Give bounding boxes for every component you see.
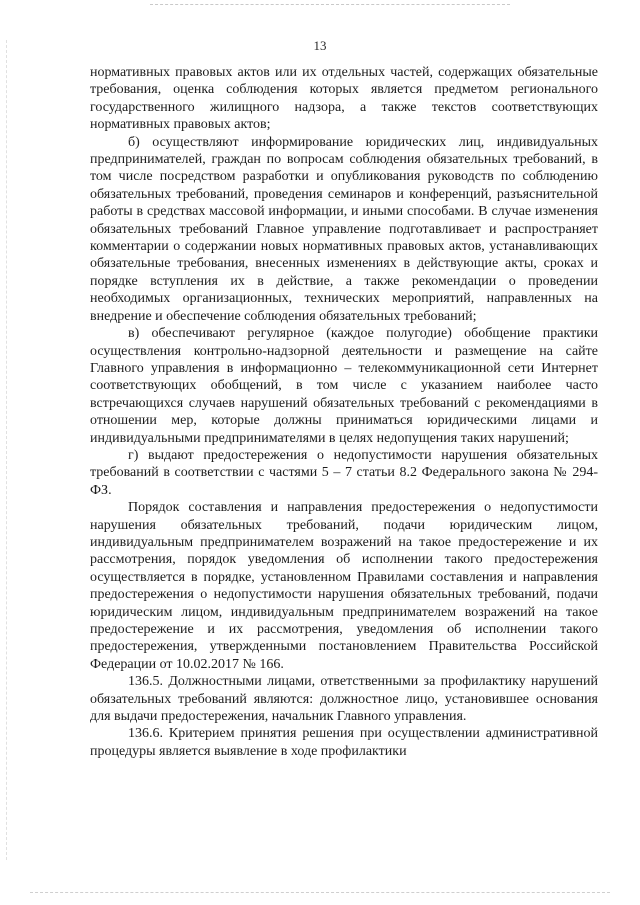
paragraph-136-6: 136.6. Критерием принятия решения при осуществлении административной процедуры является выявление в ходе профилактики [90,726,598,759]
scan-artifact-bottom [30,892,610,894]
paragraph-136-5: 136.5. Должностными лицами, ответственными за профилактику нарушений обязательных требований являются: должностное лицо, установившее основания для выдачи предостережения, начальник Главного управления. [90,674,598,725]
page-number: 13 [313,38,327,53]
paragraph-item-b: б) осуществляют информирование юридических лиц, индивидуальных предпринимателей, граждан по вопросам соблюдения обязательных требований, в том числе посредством разработки и опубликования руководств по соблюдению обязательных требований, проведения семинаров и конференций, разъяснительной работы в средствах массовой информации, и иными способами. В случае изменения обязательных требований Главное управление подготавливает и распространяет комментарии о содержании новых нормативных правовых актов, устанавливающих обязательные требования, внесенных изменениях в действующие акты, сроках и порядке вступления их в действие, а также рекомендации о проведении необходимых организационных, технических мероприятий, направленных на внедрение и обеспечение соблюдения обязательных требований; [90,134,598,324]
scan-artifact-left [6,40,8,860]
paragraph-item-v: в) обеспечивают регулярное (каждое полугодие) обобщение практики осуществления контрольно-надзорной деятельности и размещение на сайте Главного управления в информационно – телекоммуникационной сети Интернет соответствующих обобщений, в том числе с указанием наиболее часто встречающихся случаев нарушений обязательных требований с рекомендациями в отношении мер, которые должны приниматься юридическими лицами и индивидуальными предпринимателями в целях недопущения таких нарушений; [90,326,598,446]
document-body [90,64,598,760]
paragraph-procedure: Порядок составления и направления предостережения о недопустимости нарушения обязательных требований, подачи юридическим лицом, индивидуальным предпринимателем возражений на такое предостережение и их рассмотрения, порядок уведомления об исполнении такого предостережения осуществляется в порядке, установленном Правилами составления и направления предостережения о недопустимости нарушения обязательных требований, подачи юридическим лицом, индивидуальным предпринимателем возражений на такое предостережение и их рассмотрения, уведомления об исполнении такого предостережения, утвержденными постановлением Правительства Российской Федерации от 10.02.2017 № 166. [90,500,598,672]
paragraph-continuation: нормативных правовых актов или их отдельных частей, содержащих обязательные требования, оценка соблюдения которых является предметом регионального государственного жилищного надзора, а также текстов соответствующих нормативных правовых актов; [90,65,598,133]
scan-artifact-top [150,4,510,6]
paragraph-item-g: г) выдают предостережения о недопустимости нарушения обязательных требований в соответствии с частями 5 – 7 статьи 8.2 Федерального закона № 294-ФЗ. [90,447,598,498]
